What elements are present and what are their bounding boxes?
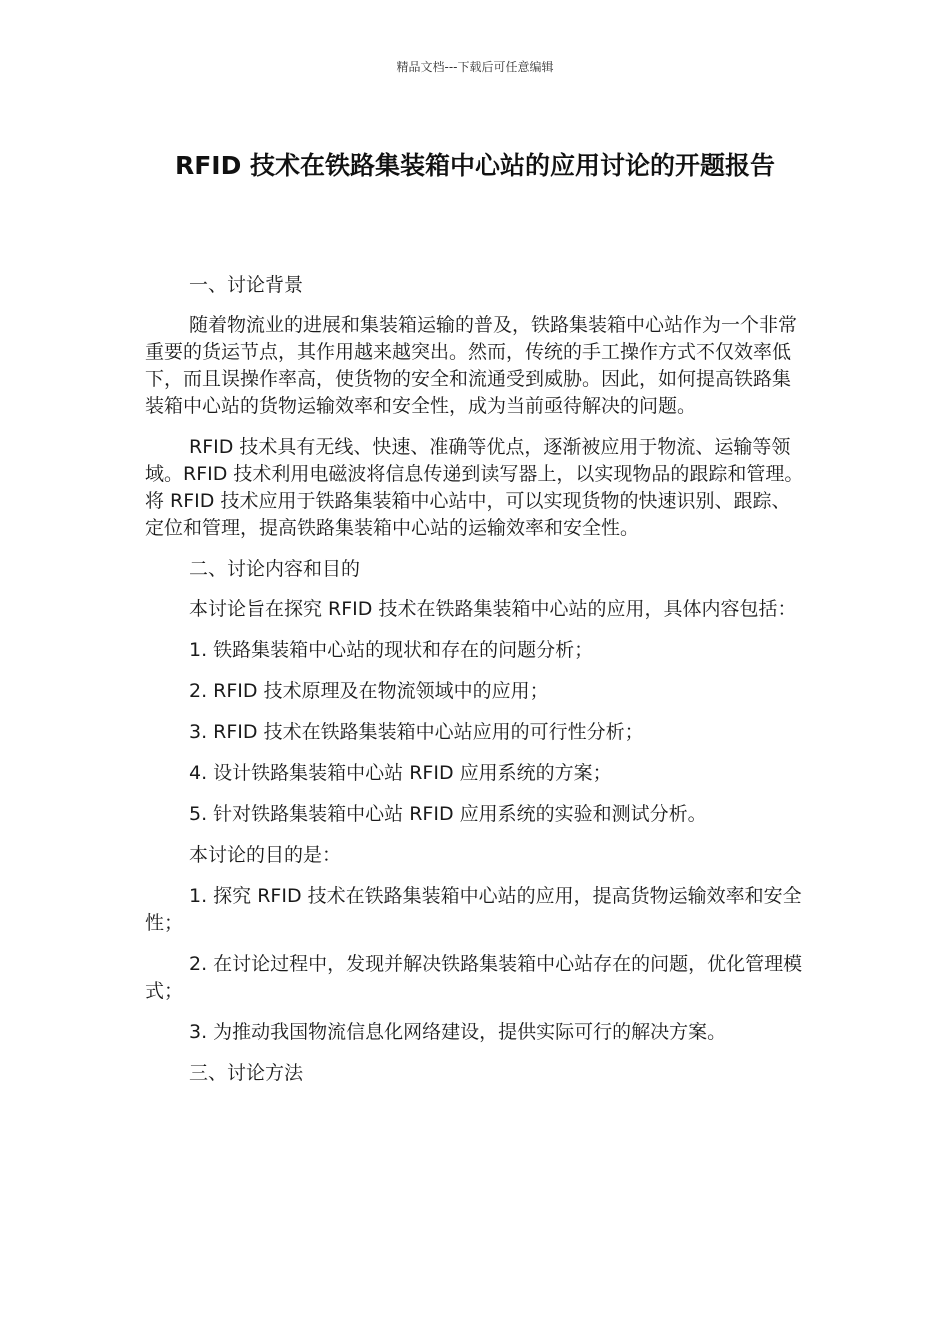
list-item-content: 5. 针对铁路集装箱中心站 RFID 应用系统的实验和测试分析。 xyxy=(189,803,707,825)
list-item-purpose: 1. 探究 RFID 技术在铁路集装箱中心站的应用，提高货物运输效率和安全性； xyxy=(145,885,802,934)
document-title: RFID 技术在铁路集装箱中心站的应用讨论的开题报告 xyxy=(174,151,776,180)
section-heading-method: 三、讨论方法 xyxy=(189,1062,304,1084)
list-item-purpose: 3. 为推动我国物流信息化网络建设，提供实际可行的解决方案。 xyxy=(189,1021,727,1043)
paragraph-purpose-intro: 本讨论的目的是： xyxy=(189,844,342,866)
list-item-content: 1. 铁路集装箱中心站的现状和存在的问题分析； xyxy=(189,639,594,661)
paragraph-background-1: 随着物流业的进展和集装箱运输的普及，铁路集装箱中心站作为一个非常重要的货运节点，其作用越来越突出。然而，传统的手工操作方式不仅效率低下，而且误操作率高，使货物的安全和流通受到威胁。因此，如何提高铁路集装箱中心站的货物运输效率和安全性，成为当前亟待解决的问题。 xyxy=(145,314,798,417)
list-item-content: 3. RFID 技术在铁路集装箱中心站应用的可行性分析； xyxy=(189,721,644,743)
section-heading-background: 一、讨论背景 xyxy=(189,274,304,296)
list-item-content: 4. 设计铁路集装箱中心站 RFID 应用系统的方案； xyxy=(189,762,612,784)
list-item-purpose: 2. 在讨论过程中，发现并解决铁路集装箱中心站存在的问题，优化管理模式； xyxy=(145,953,803,1002)
document-body xyxy=(145,272,807,1100)
paragraph-background-2: RFID 技术具有无线、快速、准确等优点，逐渐被应用于物流、运输等领域。RFID 技术利用电磁波将信息传递到读写器上，以实现物品的跟踪和管理。将 RFID 技术应用于铁路集装箱中心站中，可以实现货物的快速识别、跟踪、定位和管理，提高铁路集装箱中心站的运输效率和安全性。 xyxy=(145,436,804,539)
section-heading-content: 二、讨论内容和目的 xyxy=(189,558,361,580)
list-item-content: 2. RFID 技术原理及在物流领域中的应用； xyxy=(189,680,549,702)
paragraph-content-intro: 本讨论旨在探究 RFID 技术在铁路集装箱中心站的应用，具体内容包括： xyxy=(189,598,797,620)
header-note: 精品文档---下载后可任意编辑 xyxy=(396,60,554,74)
